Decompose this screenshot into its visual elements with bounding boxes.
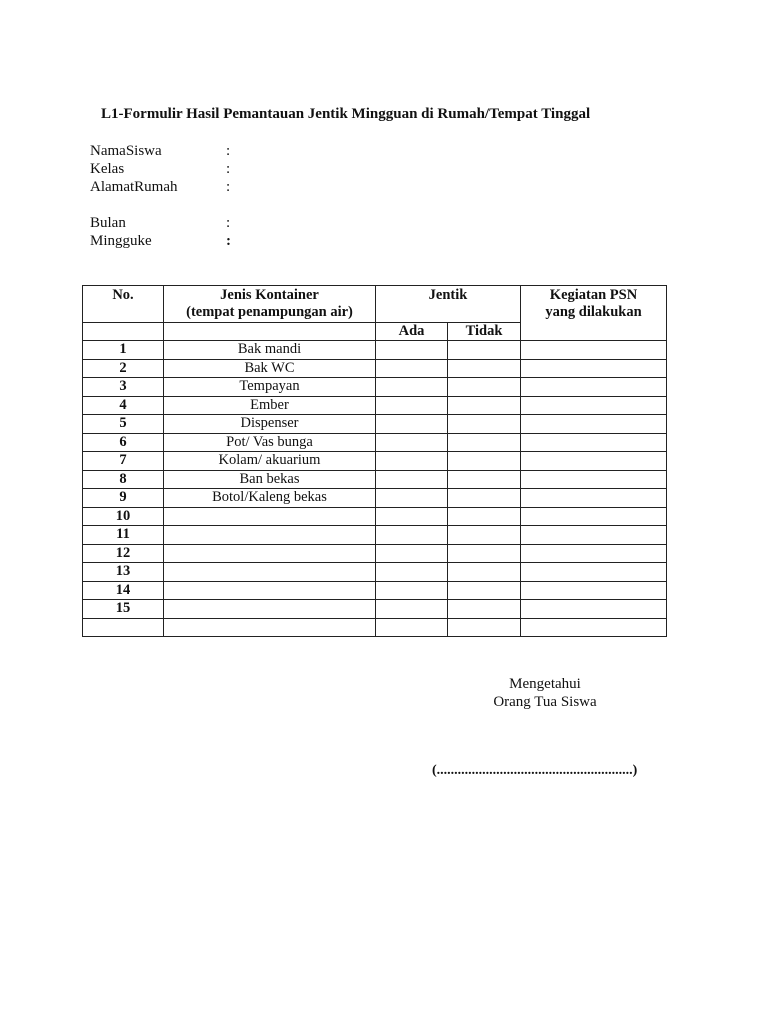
table-row xyxy=(83,507,667,526)
row-ada-cell[interactable] xyxy=(376,507,448,526)
row-number: 5 xyxy=(83,415,164,434)
row-number: 1 xyxy=(83,341,164,360)
row-number: 4 xyxy=(83,396,164,415)
row-number: 12 xyxy=(83,544,164,563)
row-number: 10 xyxy=(83,507,164,526)
row-kegiatan-cell[interactable] xyxy=(521,563,667,582)
table-row xyxy=(83,359,667,378)
subheader-empty-no xyxy=(83,323,164,341)
row-kegiatan-cell[interactable] xyxy=(521,378,667,397)
row-container-type xyxy=(164,507,376,526)
row-tidak-cell[interactable] xyxy=(448,581,521,600)
row-container-type xyxy=(164,563,376,582)
row-ada-cell[interactable] xyxy=(376,526,448,545)
field-label: NamaSiswa xyxy=(90,143,162,159)
header-no: No. xyxy=(83,286,164,323)
table-row xyxy=(83,341,667,360)
row-ada-cell[interactable] xyxy=(376,415,448,434)
row-ada-cell[interactable] xyxy=(376,544,448,563)
row-container-type xyxy=(164,544,376,563)
table-row xyxy=(83,415,667,434)
header-jenis-kontainer xyxy=(164,286,376,323)
row-ada-cell[interactable] xyxy=(376,618,448,637)
row-container-type: Bak WC xyxy=(164,359,376,378)
signature-placeholder: (........................................................) xyxy=(432,763,638,778)
row-kegiatan-cell[interactable] xyxy=(521,415,667,434)
table-row xyxy=(83,470,667,489)
row-ada-cell[interactable] xyxy=(376,396,448,415)
row-tidak-cell[interactable] xyxy=(448,489,521,508)
row-number: 7 xyxy=(83,452,164,471)
row-kegiatan-cell[interactable] xyxy=(521,341,667,360)
row-kegiatan-cell[interactable] xyxy=(521,489,667,508)
table-row xyxy=(83,396,667,415)
row-number: 14 xyxy=(83,581,164,600)
row-kegiatan-cell[interactable] xyxy=(521,600,667,619)
row-tidak-cell[interactable] xyxy=(448,470,521,489)
header-tidak: Tidak xyxy=(448,323,521,341)
table-row xyxy=(83,452,667,471)
header-kegiatan-line1: Kegiatan PSN xyxy=(549,287,638,303)
header-kegiatan-line2: yang dilakukan xyxy=(545,304,642,320)
table-row xyxy=(83,581,667,600)
row-ada-cell[interactable] xyxy=(376,489,448,508)
row-container-type xyxy=(164,526,376,545)
field-label: Kelas xyxy=(90,161,125,177)
signature-block xyxy=(480,675,610,711)
row-tidak-cell[interactable] xyxy=(448,563,521,582)
row-tidak-cell[interactable] xyxy=(448,618,521,637)
row-ada-cell[interactable] xyxy=(376,563,448,582)
row-ada-cell[interactable] xyxy=(376,433,448,452)
row-kegiatan-cell[interactable] xyxy=(521,470,667,489)
row-tidak-cell[interactable] xyxy=(448,600,521,619)
header-kegiatan-psn xyxy=(521,286,667,341)
row-number xyxy=(83,618,164,637)
row-kegiatan-cell[interactable] xyxy=(521,544,667,563)
table-row xyxy=(83,378,667,397)
row-number: 11 xyxy=(83,526,164,545)
row-tidak-cell[interactable] xyxy=(448,452,521,471)
signature-line1: Mengetahui xyxy=(509,676,581,692)
row-container-type: Pot/ Vas bunga xyxy=(164,433,376,452)
field-label: Bulan xyxy=(90,215,126,231)
row-number: 3 xyxy=(83,378,164,397)
row-container-type: Tempayan xyxy=(164,378,376,397)
row-ada-cell[interactable] xyxy=(376,359,448,378)
row-number: 6 xyxy=(83,433,164,452)
row-tidak-cell[interactable] xyxy=(448,544,521,563)
row-kegiatan-cell[interactable] xyxy=(521,581,667,600)
field-label: Mingguke xyxy=(90,233,152,249)
form-title: L1-Formulir Hasil Pemantauan Jentik Mingguan di Rumah/Tempat Tinggal xyxy=(101,106,591,122)
row-kegiatan-cell[interactable] xyxy=(521,359,667,378)
row-ada-cell[interactable] xyxy=(376,378,448,397)
row-tidak-cell[interactable] xyxy=(448,526,521,545)
signature-line2: Orang Tua Siswa xyxy=(493,694,597,710)
row-container-type: Ban bekas xyxy=(164,470,376,489)
header-jenis-line1: Jenis Kontainer xyxy=(220,287,319,303)
row-tidak-cell[interactable] xyxy=(448,378,521,397)
field-colon: : xyxy=(226,179,231,195)
row-number: 9 xyxy=(83,489,164,508)
row-number: 2 xyxy=(83,359,164,378)
table-row xyxy=(83,618,667,637)
row-kegiatan-cell[interactable] xyxy=(521,618,667,637)
row-container-type: Kolam/ akuarium xyxy=(164,452,376,471)
row-number: 8 xyxy=(83,470,164,489)
table-row xyxy=(83,526,667,545)
larva-monitoring-table xyxy=(82,285,667,637)
row-container-type: Dispenser xyxy=(164,415,376,434)
row-container-type: Ember xyxy=(164,396,376,415)
row-container-type xyxy=(164,581,376,600)
row-kegiatan-cell[interactable] xyxy=(521,433,667,452)
header-jenis-line2: (tempat penampungan air) xyxy=(186,304,353,320)
row-tidak-cell[interactable] xyxy=(448,396,521,415)
row-ada-cell[interactable] xyxy=(376,600,448,619)
row-kegiatan-cell[interactable] xyxy=(521,526,667,545)
row-tidak-cell[interactable] xyxy=(448,507,521,526)
table-row xyxy=(83,563,667,582)
field-colon: : xyxy=(226,215,231,231)
row-ada-cell[interactable] xyxy=(376,341,448,360)
table-row xyxy=(83,544,667,563)
row-ada-cell[interactable] xyxy=(376,470,448,489)
table-row xyxy=(83,600,667,619)
field-colon: : xyxy=(226,143,231,159)
field-colon: : xyxy=(226,233,231,249)
row-container-type xyxy=(164,600,376,619)
row-tidak-cell[interactable] xyxy=(448,415,521,434)
row-ada-cell[interactable] xyxy=(376,452,448,471)
row-tidak-cell[interactable] xyxy=(448,433,521,452)
row-kegiatan-cell[interactable] xyxy=(521,452,667,471)
row-number: 13 xyxy=(83,563,164,582)
row-container-type xyxy=(164,618,376,637)
table-header-row xyxy=(83,286,667,323)
row-ada-cell[interactable] xyxy=(376,581,448,600)
row-tidak-cell[interactable] xyxy=(448,359,521,378)
row-kegiatan-cell[interactable] xyxy=(521,396,667,415)
table-row xyxy=(83,433,667,452)
row-container-type: Botol/Kaleng bekas xyxy=(164,489,376,508)
row-kegiatan-cell[interactable] xyxy=(521,507,667,526)
field-colon: : xyxy=(226,161,231,177)
header-ada: Ada xyxy=(376,323,448,341)
header-jentik: Jentik xyxy=(376,286,521,323)
table-row xyxy=(83,489,667,508)
field-label: AlamatRumah xyxy=(90,179,178,195)
row-container-type: Bak mandi xyxy=(164,341,376,360)
row-number: 15 xyxy=(83,600,164,619)
row-tidak-cell[interactable] xyxy=(448,341,521,360)
subheader-empty-jenis xyxy=(164,323,376,341)
